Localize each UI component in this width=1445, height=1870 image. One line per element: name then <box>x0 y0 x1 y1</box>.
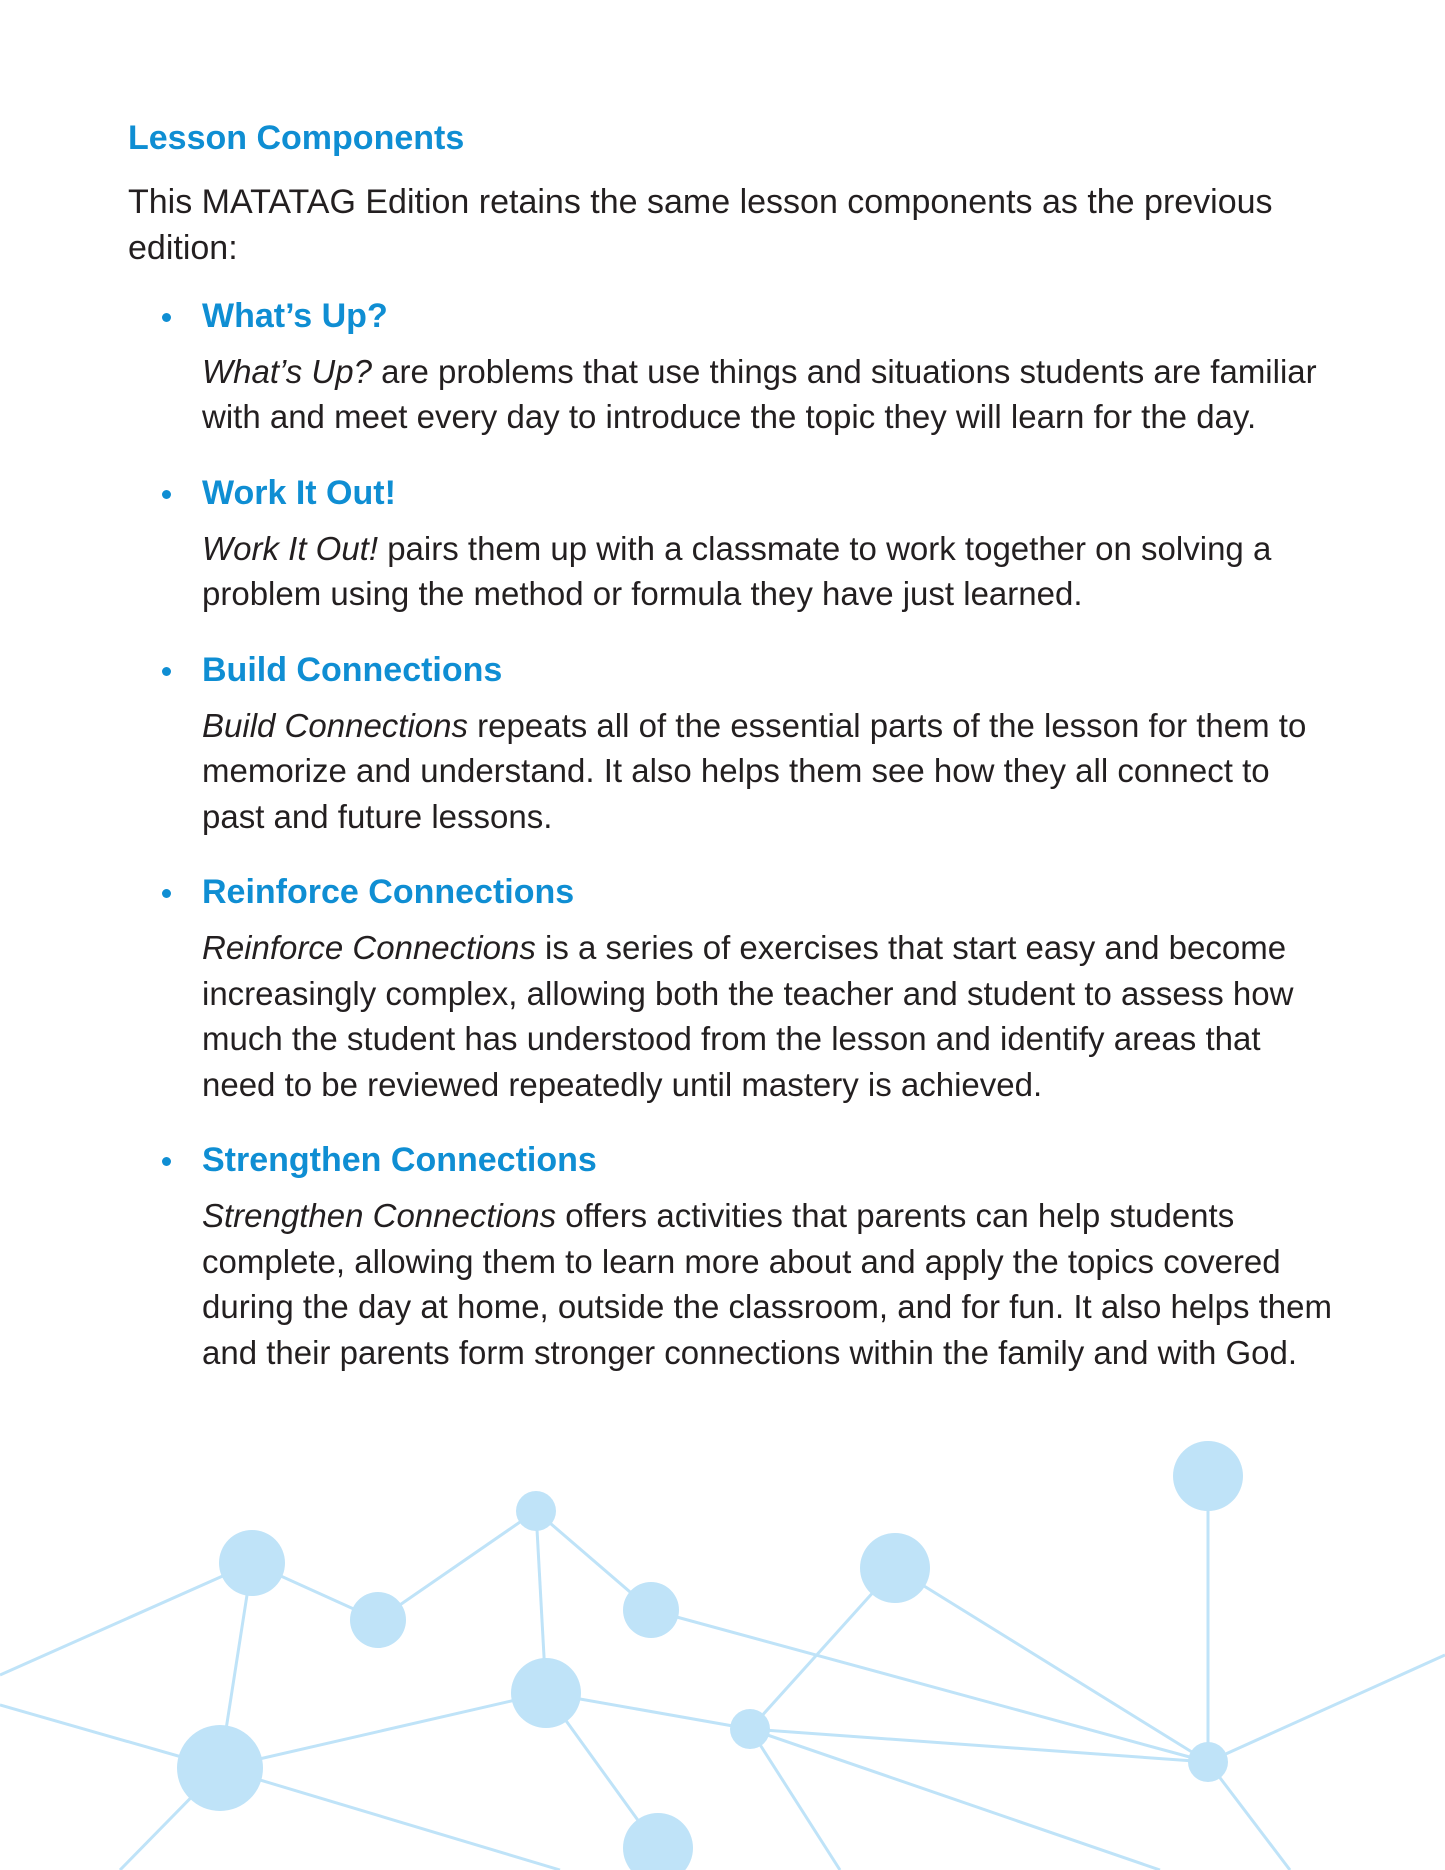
network-line <box>0 1563 252 1675</box>
network-lines <box>0 1476 1445 1870</box>
component-description <box>202 349 1338 440</box>
network-line <box>220 1693 546 1768</box>
network-node <box>516 1491 556 1531</box>
network-node <box>623 1582 679 1638</box>
component-description <box>202 703 1338 840</box>
network-node <box>730 1709 770 1749</box>
bullet-icon <box>162 667 171 676</box>
network-graphic <box>0 1400 1445 1870</box>
network-line <box>1208 1655 1445 1762</box>
component-lead: Build Connections <box>202 706 468 744</box>
component-title: Strengthen Connections <box>202 1141 597 1180</box>
component-list <box>128 293 1338 1376</box>
component-text: repeats all of the essential parts of the lesson for them to memorize and understand. It also helps them see how they all connect to past and future lessons. <box>202 706 1307 835</box>
section-heading: Lesson Components <box>128 119 465 157</box>
component-lead: What’s Up? <box>202 352 372 390</box>
network-node <box>623 1813 693 1870</box>
network-line <box>378 1511 536 1620</box>
component-description <box>202 526 1338 617</box>
component-title: What’s Up? <box>202 296 388 335</box>
component-title: Reinforce Connections <box>202 873 575 912</box>
network-line <box>220 1768 560 1870</box>
network-node <box>219 1530 285 1596</box>
content-area <box>128 118 1338 1405</box>
component-description <box>202 1193 1338 1375</box>
network-line <box>1208 1762 1290 1870</box>
network-nodes <box>177 1441 1243 1870</box>
component-title: Build Connections <box>202 650 503 689</box>
component-item-reinforce-connections <box>128 869 1338 1107</box>
network-node <box>860 1533 930 1603</box>
intro-paragraph: This MATATAG Edition retains the same lesson components as the previous edition: <box>128 182 1273 267</box>
component-text: pairs them up with a classmate to work together on solving a problem using the method or formula they have just learned. <box>202 529 1272 613</box>
component-item-work-it-out <box>128 470 1338 617</box>
network-node <box>350 1592 406 1648</box>
component-text: offers activities that parents can help students complete, allowing them to learn more about and apply the topics covered during the day at home, outside the classroom, and for fun. It also helps them and their parents form stronger connections within the family and with God. <box>202 1197 1332 1371</box>
network-line <box>750 1729 840 1870</box>
network-line <box>750 1729 1160 1870</box>
component-lead: Strengthen Connections <box>202 1197 557 1235</box>
bullet-icon <box>162 490 171 499</box>
bullet-icon <box>162 889 171 898</box>
network-node <box>1173 1441 1243 1511</box>
network-line <box>750 1729 1208 1762</box>
component-item-whats-up <box>128 293 1338 440</box>
bullet-icon <box>162 1157 171 1166</box>
network-node <box>511 1658 581 1728</box>
component-text: are problems that use things and situations students are familiar with and meet every day to introduce the topic they will learn for the day. <box>202 352 1317 436</box>
component-description <box>202 925 1338 1107</box>
component-text: is a series of exercises that start easy and become increasingly complex, allowing both the teacher and student to assess how much the student has understood from the lesson and identify areas that need to be reviewed repeatedly until mastery is achieved. <box>202 929 1294 1103</box>
bullet-icon <box>162 313 171 322</box>
network-node <box>177 1725 263 1811</box>
component-item-strengthen-connections <box>128 1137 1338 1375</box>
component-lead: Reinforce Connections <box>202 929 536 967</box>
component-lead: Work It Out! <box>202 529 379 567</box>
component-title: Work It Out! <box>202 473 396 512</box>
network-line <box>895 1568 1208 1762</box>
network-node <box>1188 1742 1228 1782</box>
component-item-build-connections <box>128 647 1338 840</box>
